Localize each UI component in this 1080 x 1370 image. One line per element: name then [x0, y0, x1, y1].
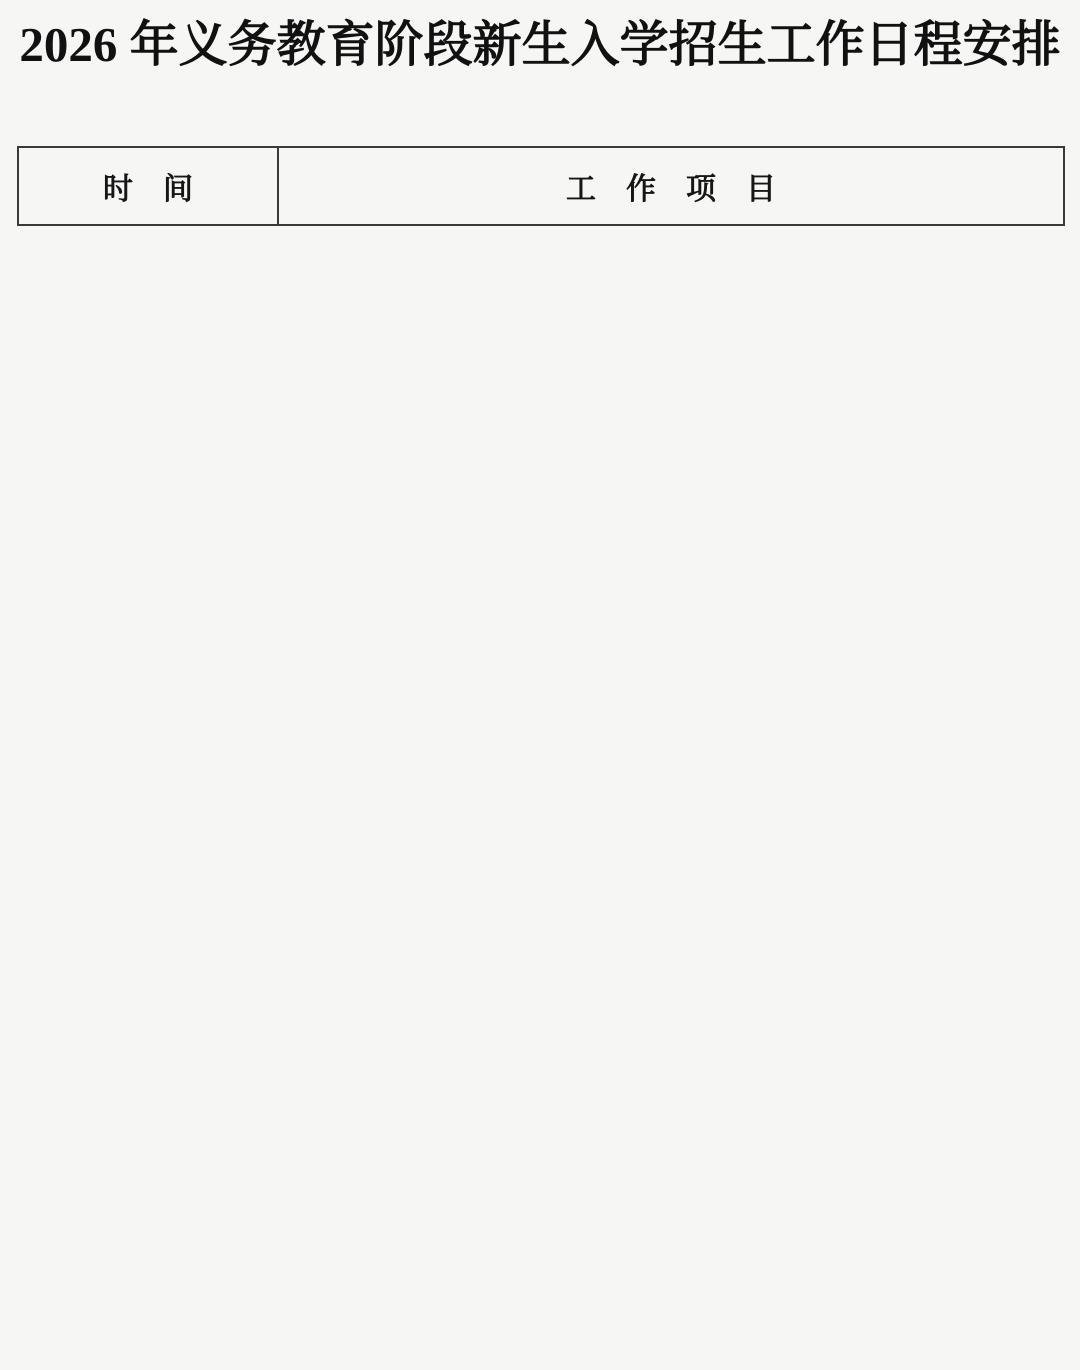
column-header-time: 时 间	[18, 147, 278, 225]
header-row	[18, 147, 1064, 225]
column-header-task: 工 作 项 目	[278, 147, 1064, 225]
schedule-table	[17, 146, 1065, 226]
page-title: 2026 年义务教育阶段新生入学招生工作日程安排	[19, 17, 1061, 72]
